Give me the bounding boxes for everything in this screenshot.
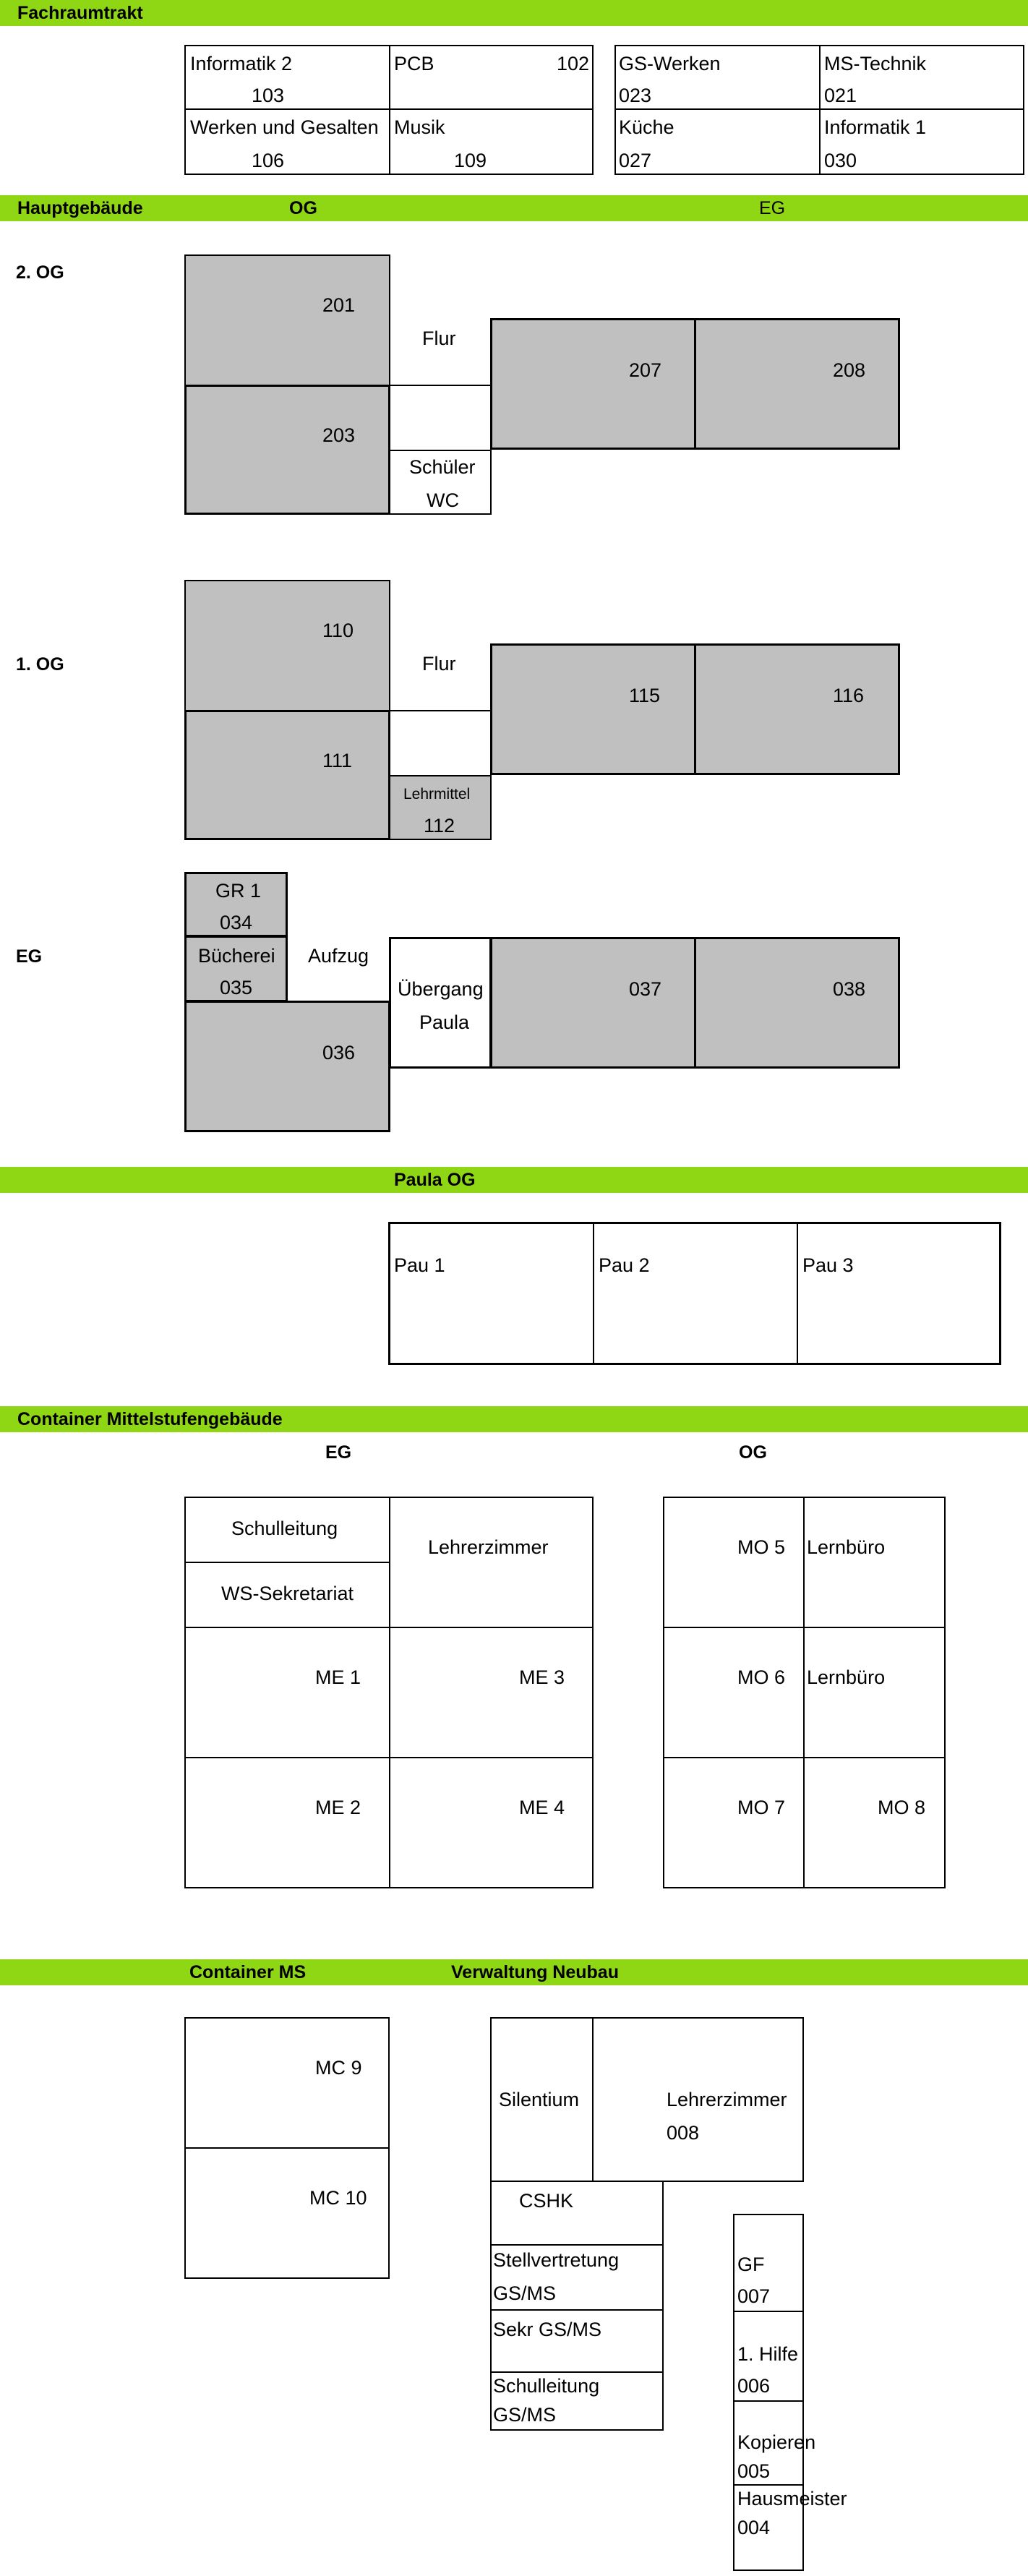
lehrmittel-label: Lehrmittel	[403, 786, 471, 803]
room-schulleitung: Schulleitung	[493, 2375, 600, 2397]
divider	[733, 2400, 804, 2402]
room-number: 102	[557, 53, 590, 74]
room-038	[694, 937, 900, 1069]
room-number: 035	[220, 977, 253, 998]
floor-label-eg: EG	[16, 946, 43, 967]
divider	[184, 1562, 390, 1563]
room-me-4: ME 4	[519, 1797, 565, 1818]
room-number: 115	[629, 685, 661, 706]
section-title-verwaltung: Verwaltung Neubau	[451, 1962, 619, 1982]
room-number: 004	[737, 2517, 771, 2538]
room-115	[490, 643, 696, 775]
room-number: 110	[322, 620, 354, 641]
room-number: 109	[454, 150, 487, 171]
room-cshk: CSHK	[519, 2190, 574, 2212]
room-erste-hilfe: 1. Hilfe	[737, 2343, 799, 2365]
room-111	[184, 710, 390, 840]
room-stellvertretung: Stellvertretung	[493, 2249, 620, 2271]
label-eg: EG	[759, 198, 786, 218]
buecherei-label: Bücherei	[198, 945, 275, 967]
label-eg: EG	[325, 1442, 352, 1463]
room-number: 106	[252, 150, 285, 171]
room-ws-sekretariat: WS-Sekretariat	[221, 1583, 354, 1604]
room-pau-1: Pau 1	[394, 1254, 445, 1276]
floor-label-2og: 2. OG	[16, 262, 64, 283]
divider	[184, 2147, 390, 2149]
divider	[593, 1222, 594, 1365]
room-number: 005	[737, 2460, 771, 2482]
divider	[592, 2017, 594, 2182]
floor-label-1og: 1. OG	[16, 654, 64, 675]
section-title-hauptgebaeude: Hauptgebäude	[17, 198, 143, 218]
room-gf: GF	[737, 2254, 765, 2275]
room-lernbuero: Lernbüro	[807, 1666, 886, 1688]
room-me-3: ME 3	[519, 1666, 565, 1688]
flur: Flur	[422, 653, 456, 675]
room-mo-8: MO 8	[878, 1797, 926, 1818]
stairwell	[389, 385, 492, 451]
room-number: 023	[619, 85, 652, 106]
wc-label: WC	[427, 489, 459, 511]
room-sekr: Sekr GS/MS	[493, 2319, 602, 2340]
room-number: 201	[322, 294, 356, 316]
room-number: 006	[737, 2375, 771, 2397]
flur: Flur	[422, 328, 456, 349]
room-hausmeister: Hausmeister	[737, 2488, 847, 2509]
room-number: 034	[220, 912, 253, 933]
room-lehrerzimmer: Lehrerzimmer	[428, 1536, 549, 1558]
room-stellvertretung: GS/MS	[493, 2282, 557, 2304]
room-number: 203	[322, 424, 356, 446]
room-me-1: ME 1	[315, 1666, 361, 1688]
room-kueche: Küche	[619, 116, 674, 138]
room-gs-werken: GS-Werken	[619, 53, 721, 74]
room-number: 103	[252, 85, 285, 106]
divider	[490, 2309, 664, 2311]
room-lernbuero: Lernbüro	[807, 1536, 886, 1558]
room-musik: Musik	[394, 116, 445, 138]
room-number: 008	[667, 2122, 700, 2144]
divider	[490, 2371, 664, 2373]
room-208	[694, 318, 900, 450]
room-number: 112	[424, 815, 455, 836]
room-ms-technik: MS-Technik	[824, 53, 927, 74]
room-pau-3: Pau 3	[802, 1254, 854, 1276]
uebergang-label: Paula	[419, 1011, 470, 1033]
section-bar-hauptgebaeude	[0, 195, 1028, 221]
divider	[819, 45, 821, 175]
divider	[663, 1757, 946, 1758]
divider	[663, 1627, 946, 1628]
room-number: 027	[619, 150, 652, 171]
divider	[614, 108, 1024, 110]
label-og: OG	[289, 198, 317, 218]
label-og: OG	[739, 1442, 767, 1463]
room-number: 030	[824, 150, 857, 171]
room-207	[490, 318, 696, 450]
section-title-container-mittelstufe: Container Mittelstufengebäude	[17, 1409, 283, 1429]
room-pau-2: Pau 2	[599, 1254, 650, 1276]
divider	[184, 108, 594, 110]
section-title-paula: Paula OG	[394, 1170, 476, 1190]
uebergang-label: Übergang	[398, 978, 484, 1000]
wc-label: Schüler	[409, 456, 476, 478]
gr1-label: GR 1	[215, 880, 262, 902]
divider	[184, 1627, 594, 1628]
room-number: 036	[322, 1042, 356, 1064]
section-bar-paula	[0, 1167, 1028, 1193]
room-mo-5: MO 5	[737, 1536, 786, 1558]
room-werken: Werken und Gesalten	[190, 116, 379, 138]
room-number: 116	[833, 685, 865, 706]
room-mc-9: MC 9	[315, 2057, 362, 2079]
room-mc-10: MC 10	[309, 2187, 367, 2209]
room-201	[184, 254, 390, 386]
room-lehrerzimmer: Lehrerzimmer	[667, 2089, 787, 2110]
room-schulleitung: GS/MS	[493, 2404, 557, 2426]
room-informatik-2: Informatik 2	[190, 53, 293, 74]
room-number: 111	[322, 750, 353, 771]
room-110	[184, 580, 390, 711]
room-036	[184, 1001, 390, 1132]
room-037	[490, 937, 696, 1069]
room-number: 208	[833, 359, 866, 381]
room-uebergang-paula	[389, 937, 492, 1069]
divider	[184, 1757, 594, 1758]
section-title-container-ms: Container MS	[189, 1962, 307, 1982]
divider	[389, 1497, 390, 1888]
divider	[389, 45, 390, 175]
room-203	[184, 385, 390, 515]
paula-block	[388, 1222, 1001, 1365]
section-title-fachraumtrakt: Fachraumtrakt	[17, 3, 143, 23]
room-silentium: Silentium	[499, 2089, 580, 2110]
divider	[733, 2484, 804, 2486]
room-mo-7: MO 7	[737, 1797, 786, 1818]
divider	[797, 1222, 798, 1365]
room-number: 037	[629, 978, 662, 1000]
aufzug-label: Aufzug	[308, 945, 369, 967]
room-116	[694, 643, 900, 775]
room-me-2: ME 2	[315, 1797, 361, 1818]
room-number: 021	[824, 85, 857, 106]
room-number: 007	[737, 2285, 771, 2307]
room-schulleitung: Schulleitung	[231, 1518, 338, 1539]
divider	[803, 1497, 805, 1888]
room-number: 207	[629, 359, 662, 381]
stairwell	[389, 710, 492, 776]
room-kopieren: Kopieren	[737, 2431, 816, 2453]
divider	[490, 2244, 664, 2246]
room-pcb: PCB	[394, 53, 434, 74]
section-bar-fachraumtrakt	[0, 0, 1028, 26]
room-mo-6: MO 6	[737, 1666, 786, 1688]
divider	[733, 2311, 804, 2312]
room-number: 038	[833, 978, 866, 1000]
room-informatik-1: Informatik 1	[824, 116, 927, 138]
